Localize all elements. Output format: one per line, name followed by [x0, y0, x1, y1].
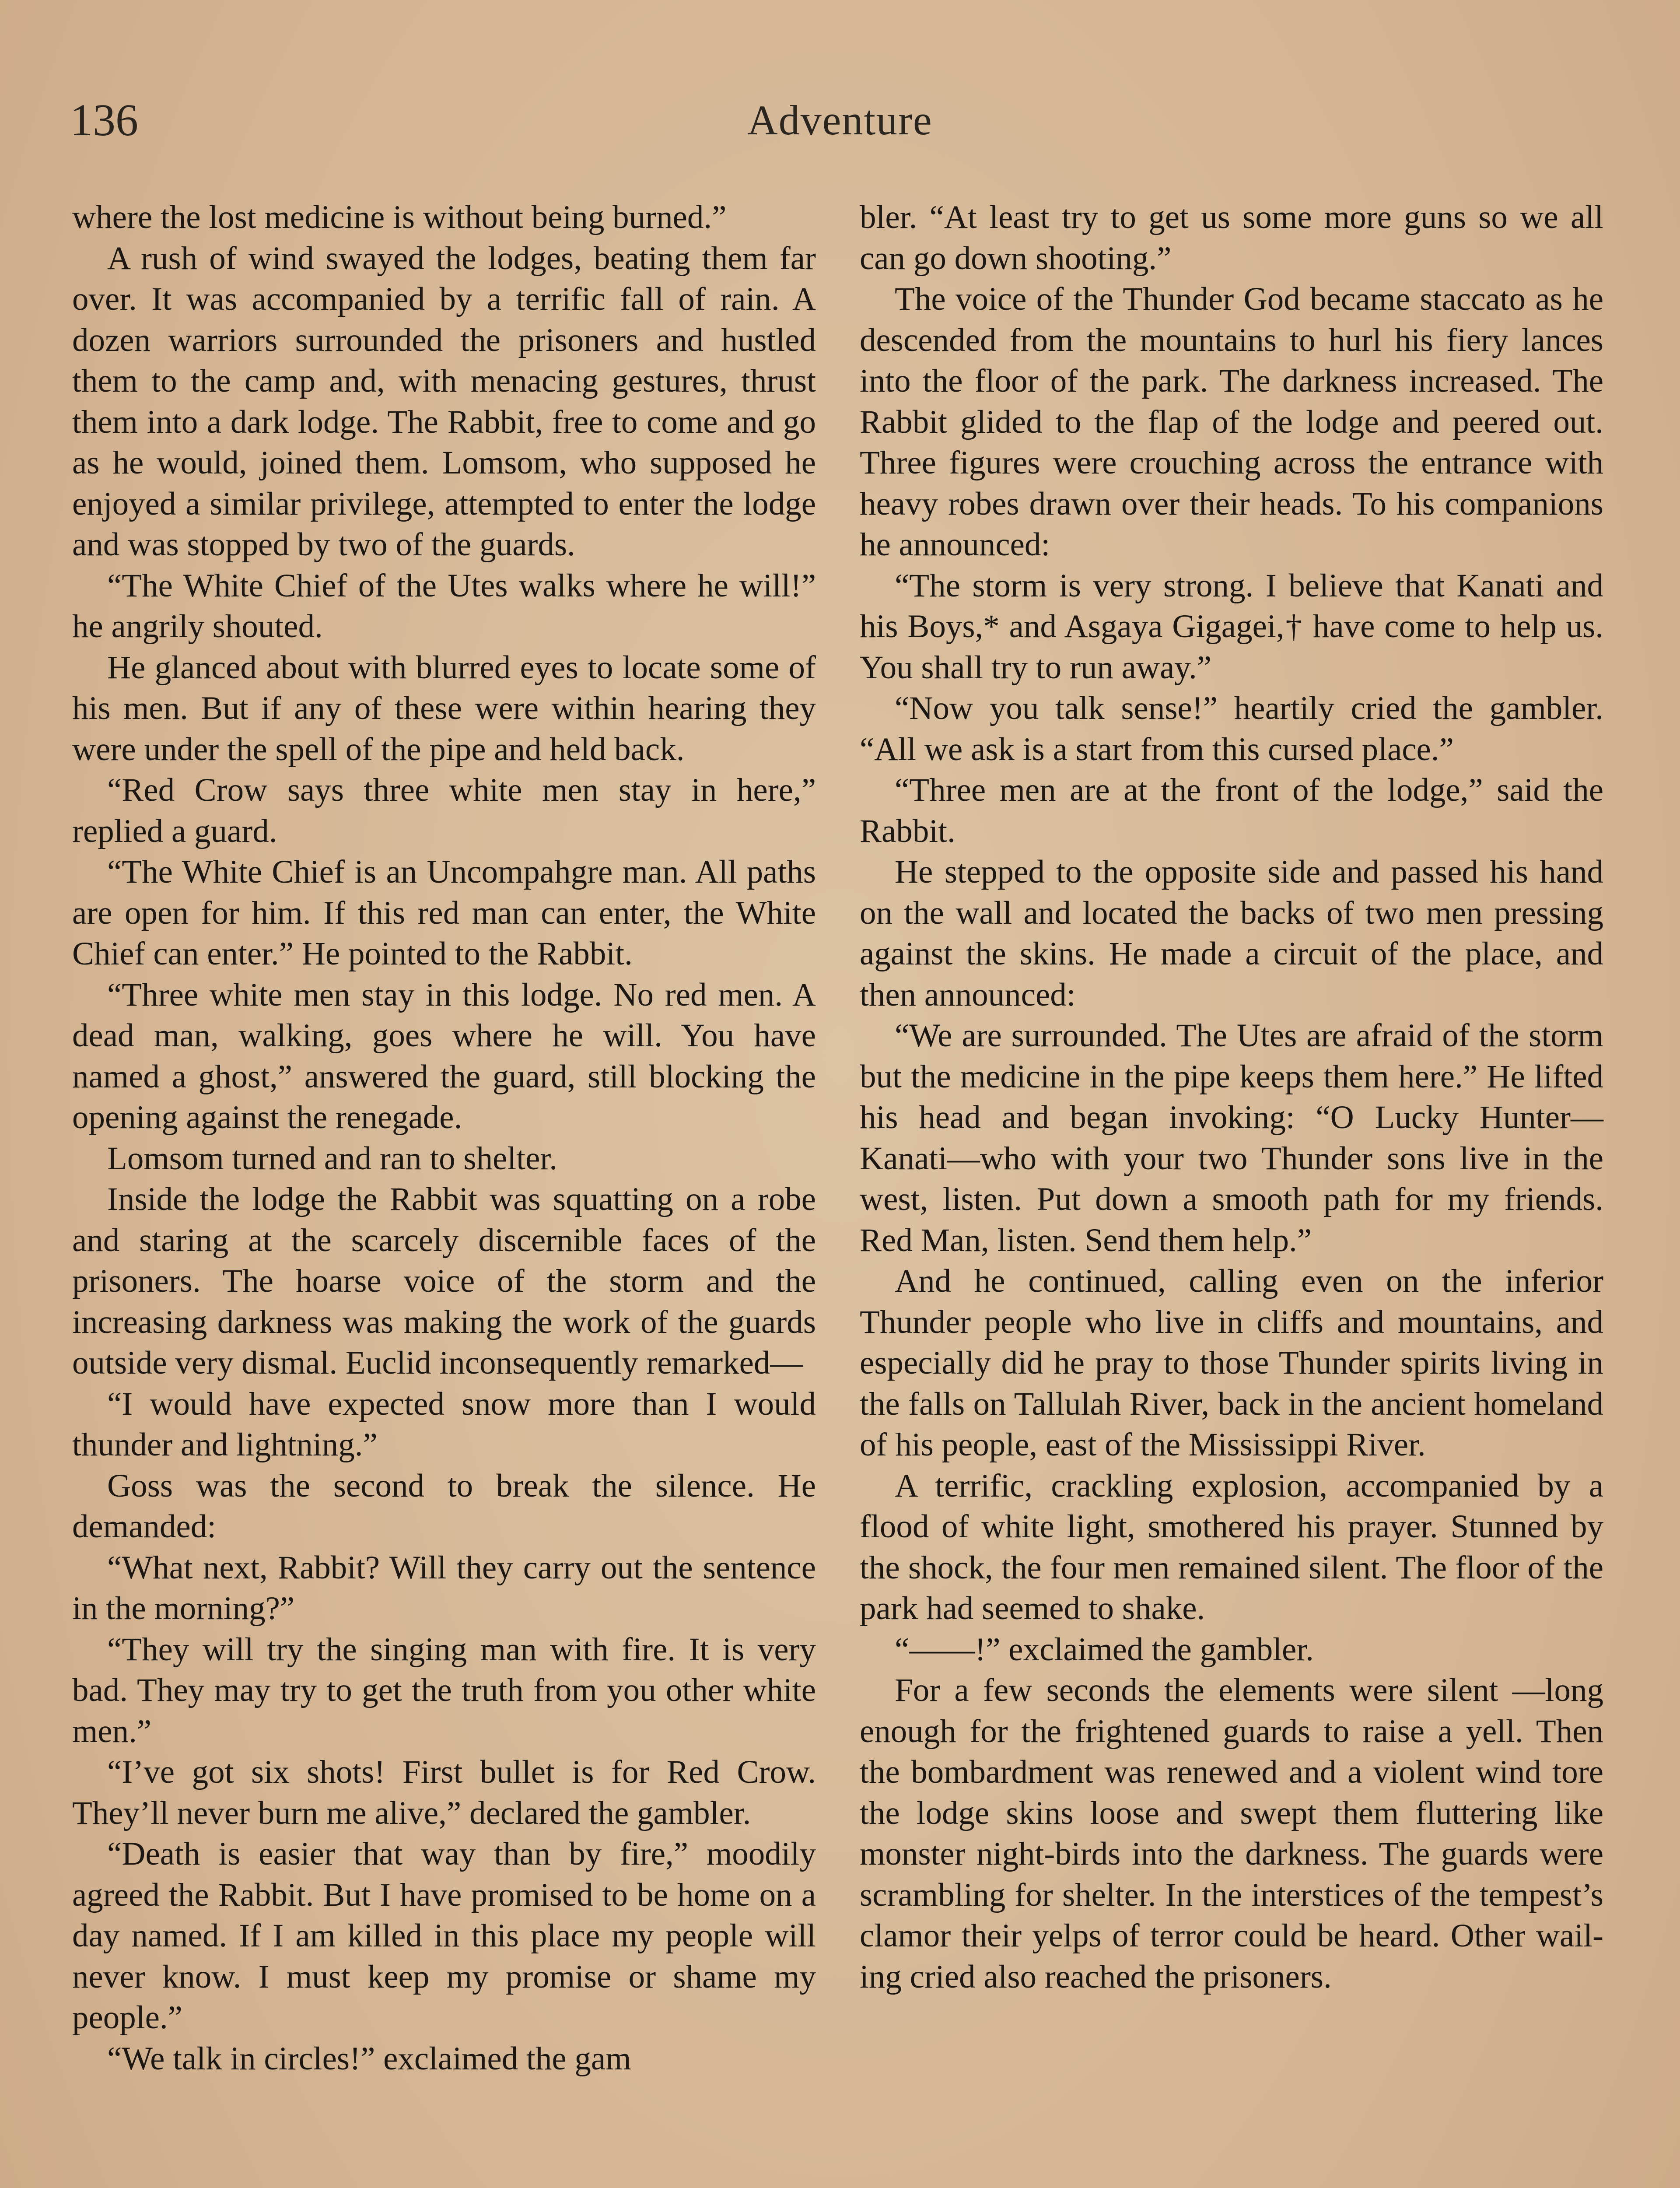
right-column	[860, 197, 1603, 1997]
page-header	[70, 92, 1610, 149]
paragraph: He stepped to the opposite side and passed his hand on the wall and located the backs of two men pressing against the skins. He made a circuit of the place, and then announced:	[860, 854, 1603, 1013]
paragraph: “What next, Rabbit? Will they carry out the sentence in the morning?”	[72, 1549, 816, 1627]
paragraph: A terrific, crackling explosion, accompanied by a flood of white light, smothered his prayer. Stunned by the shock, the four men remained silent. The floor of the park had seemed to shake.	[860, 1467, 1603, 1627]
paragraph: “Three men are at the front of the lodge,” said the Rabbit.	[860, 772, 1603, 849]
paragraph: And he continued, calling even on the inferior Thunder people who live in cliffs and mountains, and especially did he pray to those Thunder spirits living in the falls on Tallulah River, back in the ancient homeland of his people, east of the Mississippi River.	[860, 1263, 1603, 1463]
paragraph: The voice of the Thunder God became staccato as he descended from the mountains to hurl his fiery lances into the floor of the park. The darkness increased. The Rabbit glided to the flap of the lodge and peered out. Three figures were crouching across the entrance with heavy robes drawn over their heads. To his companions he announced:	[860, 281, 1603, 563]
paragraph: For a few seconds the elements were silent —long enough for the frightened guards to raise a yell. Then the bombardment was renewed and a violent wind tore the lodge skins loose and swept them fluttering like monster night-birds into the darkness. The guards were scrambling for shelter. In the interstices of the tempest’s clamor their yelps of terror could be heard. Other wailing cried also reached the prisoners.	[860, 1672, 1603, 1995]
paragraph: “I’ve got six shots! First bullet is for Red Crow. They’ll never burn me alive,” declared the gambler.	[72, 1754, 816, 1831]
paragraph: “I would have expected snow more than I would thunder and lightning.”	[72, 1385, 816, 1463]
paragraph: Lomsom turned and ran to shelter.	[107, 1140, 557, 1177]
paragraph: where the lost medicine is without being burned.”	[72, 199, 727, 235]
left-column	[72, 197, 816, 2079]
paragraph: “We are surrounded. The Utes are afraid of the storm but the medicine in the pipe keeps them here.” He lifted his head and began invoking: “O Lucky Hunter— Kanati—who with your two Thunder sons live in the west, listen. Put down a smooth path for my friends. Red Man, listen. Send them help.”	[860, 1017, 1603, 1259]
paragraph: “We talk in circles!” exclaimed the gam	[107, 2040, 631, 2077]
paragraph: Inside the lodge the Rabbit was squatting on a robe and staring at the scarcely discernible faces of the prisoners. The hoarse voice of the storm and the increasing darkness was making the work of the guards outside very dismal. Euclid inconsequently remarked—	[72, 1181, 816, 1381]
paragraph: bler. “At least try to get us some more guns so we all can go down shooting.”	[860, 199, 1603, 277]
paragraph: “Red Crow says three white men stay in here,” replied a guard.	[72, 772, 816, 849]
paragraph: “The storm is very strong. I believe that Kanati and his Boys,* and Asgaya Gigagei,† have come to help us. You shall try to run away.”	[860, 567, 1603, 686]
paragraph: “——!” exclaimed the gambler.	[895, 1631, 1314, 1668]
paragraph: A rush of wind swayed the lodges, beating them far over. It was accompanied by a terrific fall of rain. A dozen warriors surrounded the prisoners and hustled them to the camp and, with menacing gestures, thrust them into a dark lodge. The Rabbit, free to come and go as he would, joined them. Lomsom, who supposed he enjoyed a similar privilege, attempted to enter the lodge and was stopped by two of the guards.	[72, 240, 816, 563]
page-number: 136	[70, 95, 138, 145]
paragraph: “Three white men stay in this lodge. No red men. A dead man, walking, goes where he will. You have named a ghost,” answered the guard, still blocking the opening against the renegade.	[72, 976, 816, 1136]
paragraph: Goss was the second to break the silence. He demanded:	[72, 1467, 816, 1545]
paragraph: “The White Chief is an Uncompahgre man. All paths are open for him. If this red man can enter, the White Chief can enter.” He pointed to the Rabbit.	[72, 854, 816, 972]
paragraph: He glanced about with blurred eyes to locate some of his men. But if any of these were within hearing they were under the spell of the pipe and held back.	[72, 649, 816, 768]
paragraph: “The White Chief of the Utes walks where he will!” he angrily shouted.	[72, 567, 816, 645]
running-title: Adventure	[747, 97, 933, 144]
paragraph: “They will try the singing man with fire. It is very bad. They may try to get the truth from you other white men.”	[72, 1631, 816, 1750]
paragraph: “Death is easier that way than by fire,” moodily agreed the Rabbit. But I have promised to be home on a day named. If I am killed in this place my people will never know. I must keep my promise or shame my people.”	[72, 1836, 816, 2036]
paragraph: “Now you talk sense!” heartily cried the gambler. “All we ask is a start from this cursed place.”	[860, 690, 1603, 768]
